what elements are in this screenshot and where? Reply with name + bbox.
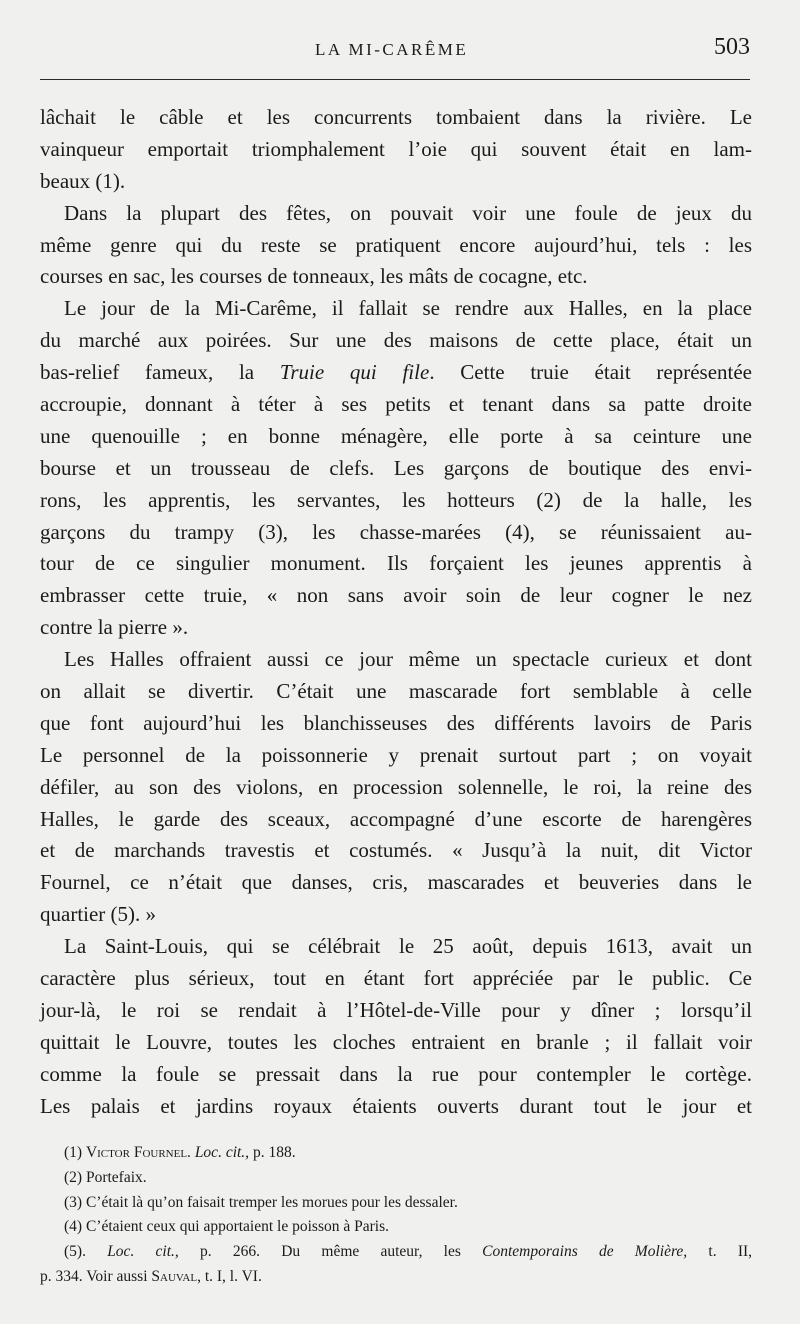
text-line: une quenouille ; en bonne ménagère, elle porte à sa ceinture une	[40, 423, 752, 448]
footnote-4: (4) C’étaient ceux qui apportaient le poisson à Paris.	[64, 1218, 389, 1236]
text-line: La Saint-Louis, qui se célébrait le 25 août, depuis 1613, avait un	[64, 934, 752, 959]
footnote-2: (2) Portefaix.	[64, 1168, 147, 1186]
text-line: caractère plus sérieux, tout en étant fort appréciée par le public. Ce	[40, 966, 752, 991]
text-line: Halles, le garde des sceaux, accompagné d’une escorte de harengères	[40, 806, 752, 831]
text-line: beaux (1).	[40, 168, 126, 193]
text-line: que font aujourd’hui les blanchisseuses des différents lavoirs de Paris	[40, 710, 752, 735]
text-line: lâchait le câble et les concurrents tombaient dans la rivière. Le	[40, 105, 752, 129]
text-line: comme la foule se pressait dans la rue pour contempler le cortège.	[40, 1061, 752, 1086]
header-rule	[40, 79, 750, 80]
footnotes	[40, 1141, 752, 1290]
text-line: Le jour de la Mi-Carême, il fallait se rendre aux Halles, en la place	[64, 296, 752, 321]
text-line: bourse et un trousseau de clefs. Les garçons de boutique des envi-	[40, 455, 752, 480]
footnote-5-continued: p. 334. Voir aussi Sauval, t. I, l. VI.	[40, 1267, 262, 1285]
body-text	[40, 102, 752, 1123]
page-number: 503	[714, 34, 750, 60]
text-line: et de marchands travestis et costumés. « Jusqu’à la nuit, dit Victor	[40, 838, 752, 863]
text-line: quittait le Louvre, toutes les cloches entraient en branle ; il fallait voir	[40, 1029, 752, 1054]
text-line: du marché aux poirées. Sur une des maisons de cette place, était un	[40, 328, 752, 353]
text-line: vainqueur emportait triomphalement l’oie qui souvent était en lam-	[40, 136, 752, 161]
text-line: garçons du trampy (3), les chasse-marées (4), se réunissaient au-	[40, 519, 752, 544]
text-line: bas-relief fameux, la Truie qui file. Cette truie était représentée	[40, 360, 753, 385]
text-line: Fournel, ce n’était que danses, cris, mascarades et beuveries dans le	[40, 870, 752, 895]
text-line: Dans la plupart des fêtes, on pouvait voir une foule de jeux du	[64, 200, 752, 225]
text-line: Les palais et jardins royaux étaients ouverts durant tout le jour et	[40, 1093, 752, 1118]
text-line: rons, les apprentis, les servantes, les hotteurs (2) de la halle, les	[40, 487, 752, 512]
footnote-3: (3) C’était là qu’on faisait tremper les morues pour les dessaler.	[64, 1193, 458, 1211]
text-line: jour-là, le roi se rendait à l’Hôtel-de-Ville pour y dîner ; lorsqu’il	[40, 997, 752, 1022]
text-line: quartier (5). »	[40, 902, 157, 927]
text-line: accroupie, donnant à téter à ses petits et tenant dans sa patte droite	[40, 392, 752, 417]
text-line: tour de ce singulier monument. Ils forçaient les jeunes apprentis à	[40, 551, 752, 576]
text-line: embrasser cette truie, « non sans avoir soin de leur cogner le nez	[40, 583, 752, 608]
running-title: LA MI-CARÊME	[315, 40, 469, 59]
text-line: on allait se divertir. C’était une mascarade fort semblable à celle	[40, 679, 752, 704]
page-header	[40, 34, 750, 64]
text-line: même genre qui du reste se pratiquent encore aujourd’hui, tels : les	[40, 232, 752, 257]
text-line: défiler, au son des violons, en procession solennelle, le roi, la reine des	[40, 774, 752, 799]
text-line: courses en sac, les courses de tonneaux, les mâts de cocagne, etc.	[40, 264, 588, 289]
text-line: Les Halles offraient aussi ce jour même un spectacle curieux et dont	[64, 647, 752, 672]
footnote-1: (1) Victor Fournel. Loc. cit., p. 188.	[64, 1144, 296, 1161]
footnote-5: (5). Loc. cit., p. 266. Du même auteur, les Contemporains de Molière, t. II,	[64, 1243, 753, 1261]
text-line: Le personnel de la poissonnerie y prenait surtout part ; on voyait	[40, 742, 752, 767]
text-line: contre la pierre ».	[40, 615, 189, 640]
